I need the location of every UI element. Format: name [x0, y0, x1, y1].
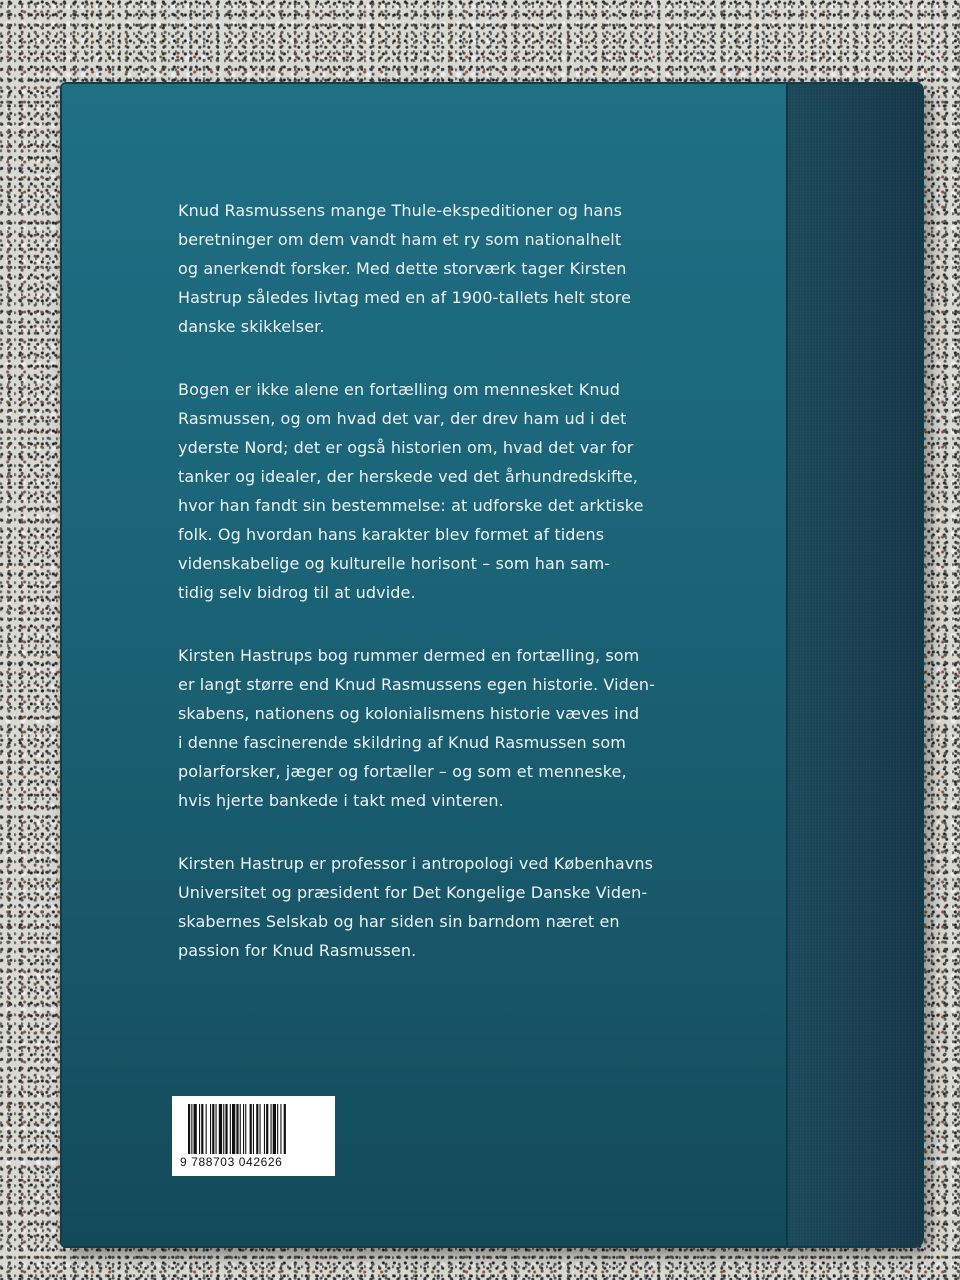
blurb-line: tidig selv bidrog til at udvide.: [178, 583, 416, 602]
blurb-line: tanker og idealer, der herskede ved det århundredskifte,: [178, 467, 638, 486]
blurb-line: Universitet og præsident for Det Kongelige Danske Viden-: [178, 883, 648, 902]
barcode-bar: [243, 1104, 244, 1154]
blurb-paragraph-1: [178, 196, 738, 341]
blurb-line: hvis hjerte bankede i takt med vinteren.: [178, 791, 504, 810]
barcode-bar: [284, 1104, 286, 1154]
barcode-bar: [232, 1104, 235, 1154]
barcode-bar: [230, 1104, 231, 1154]
barcode-bar: [273, 1104, 276, 1154]
blurb-line: yderste Nord; det er også historien om, hvad det var for: [178, 438, 634, 457]
barcode-bar: [245, 1104, 246, 1154]
blurb-paragraph-3: [178, 641, 738, 815]
barcode-bar: [256, 1104, 258, 1154]
barcode-bar: [253, 1104, 254, 1154]
barcode-bar: [236, 1104, 238, 1154]
blurb-line: beretninger om dem vandt ham et ry som nationalhelt: [178, 230, 622, 249]
barcode-bar: [280, 1104, 281, 1154]
blurb-line: skabens, nationens og kolonialismens historie væves ind: [178, 704, 640, 723]
barcode-bar: [225, 1104, 227, 1154]
barcode-bar: [260, 1104, 261, 1154]
barcode-bar: [188, 1104, 190, 1154]
blurb-line: Bogen er ikke alene en fortælling om mennesket Knud: [178, 380, 621, 399]
blurb-line: danske skikkelser.: [178, 317, 325, 336]
blurb-line: og anerkendt forsker. Med dette storværk tager Kirsten: [178, 259, 627, 278]
blurb-line: skabernes Selskab og har siden sin barndom næret en: [178, 912, 620, 931]
barcode-bar: [191, 1104, 192, 1154]
blurb-paragraph-2: [178, 375, 738, 607]
barcode-bar: [240, 1104, 241, 1154]
blurb-line: videnskabelige og kulturelle horisont – som han sam-: [178, 554, 611, 573]
isbn-digits: 9 788703 042626: [180, 1155, 283, 1169]
barcode-bar: [210, 1104, 211, 1154]
barcode-bars: [188, 1104, 320, 1154]
barcode-bar: [201, 1104, 203, 1154]
barcode-bar: [277, 1104, 278, 1154]
blurb-line: i denne fascinerende skildring af Knud Rasmussen som: [178, 733, 626, 752]
barcode-bar: [206, 1104, 207, 1154]
barcode-bar: [216, 1104, 217, 1154]
barcode-bar: [250, 1104, 252, 1154]
blurb-paragraph-4: [178, 849, 738, 965]
barcode-bar: [223, 1104, 224, 1154]
blurb-line: polarforsker, jæger og fortæller – og som et menneske,: [178, 762, 627, 781]
blurb-line: passion for Knud Rasmussen.: [178, 941, 417, 960]
barcode-bar: [219, 1104, 222, 1154]
barcode-bar: [194, 1104, 197, 1154]
barcode-bar: [266, 1104, 268, 1154]
book-back-cover: [62, 84, 922, 1246]
barcode-bar: [199, 1104, 200, 1154]
barcode-bar: [271, 1104, 272, 1154]
barcode-bar: [212, 1104, 214, 1154]
blurb-text: [178, 196, 738, 999]
blurb-line: Hastrup således livtag med en af 1900-tallets helt store: [178, 288, 632, 307]
book-spine: [786, 84, 922, 1246]
blurb-line: Knud Rasmussens mange Thule-ekspeditioner og hans: [178, 201, 623, 220]
barcode-bar: [264, 1104, 265, 1154]
barcode-label: [172, 1096, 335, 1176]
blurb-line: hvor han fandt sin bestemmelse: at udforske det arktiske: [178, 496, 644, 515]
blurb-line: folk. Og hvordan hans karakter blev formet af tidens: [178, 525, 605, 544]
blurb-line: Rasmussen, og om hvad det var, der drev ham ud i det: [178, 409, 627, 428]
blurb-line: Kirsten Hastrups bog rummer dermed en fortælling, som: [178, 646, 640, 665]
blurb-line: er langt større end Knud Rasmussens egen historie. Viden-: [178, 675, 655, 694]
blurb-line: Kirsten Hastrup er professor i antropologi ved Københavns: [178, 854, 654, 873]
